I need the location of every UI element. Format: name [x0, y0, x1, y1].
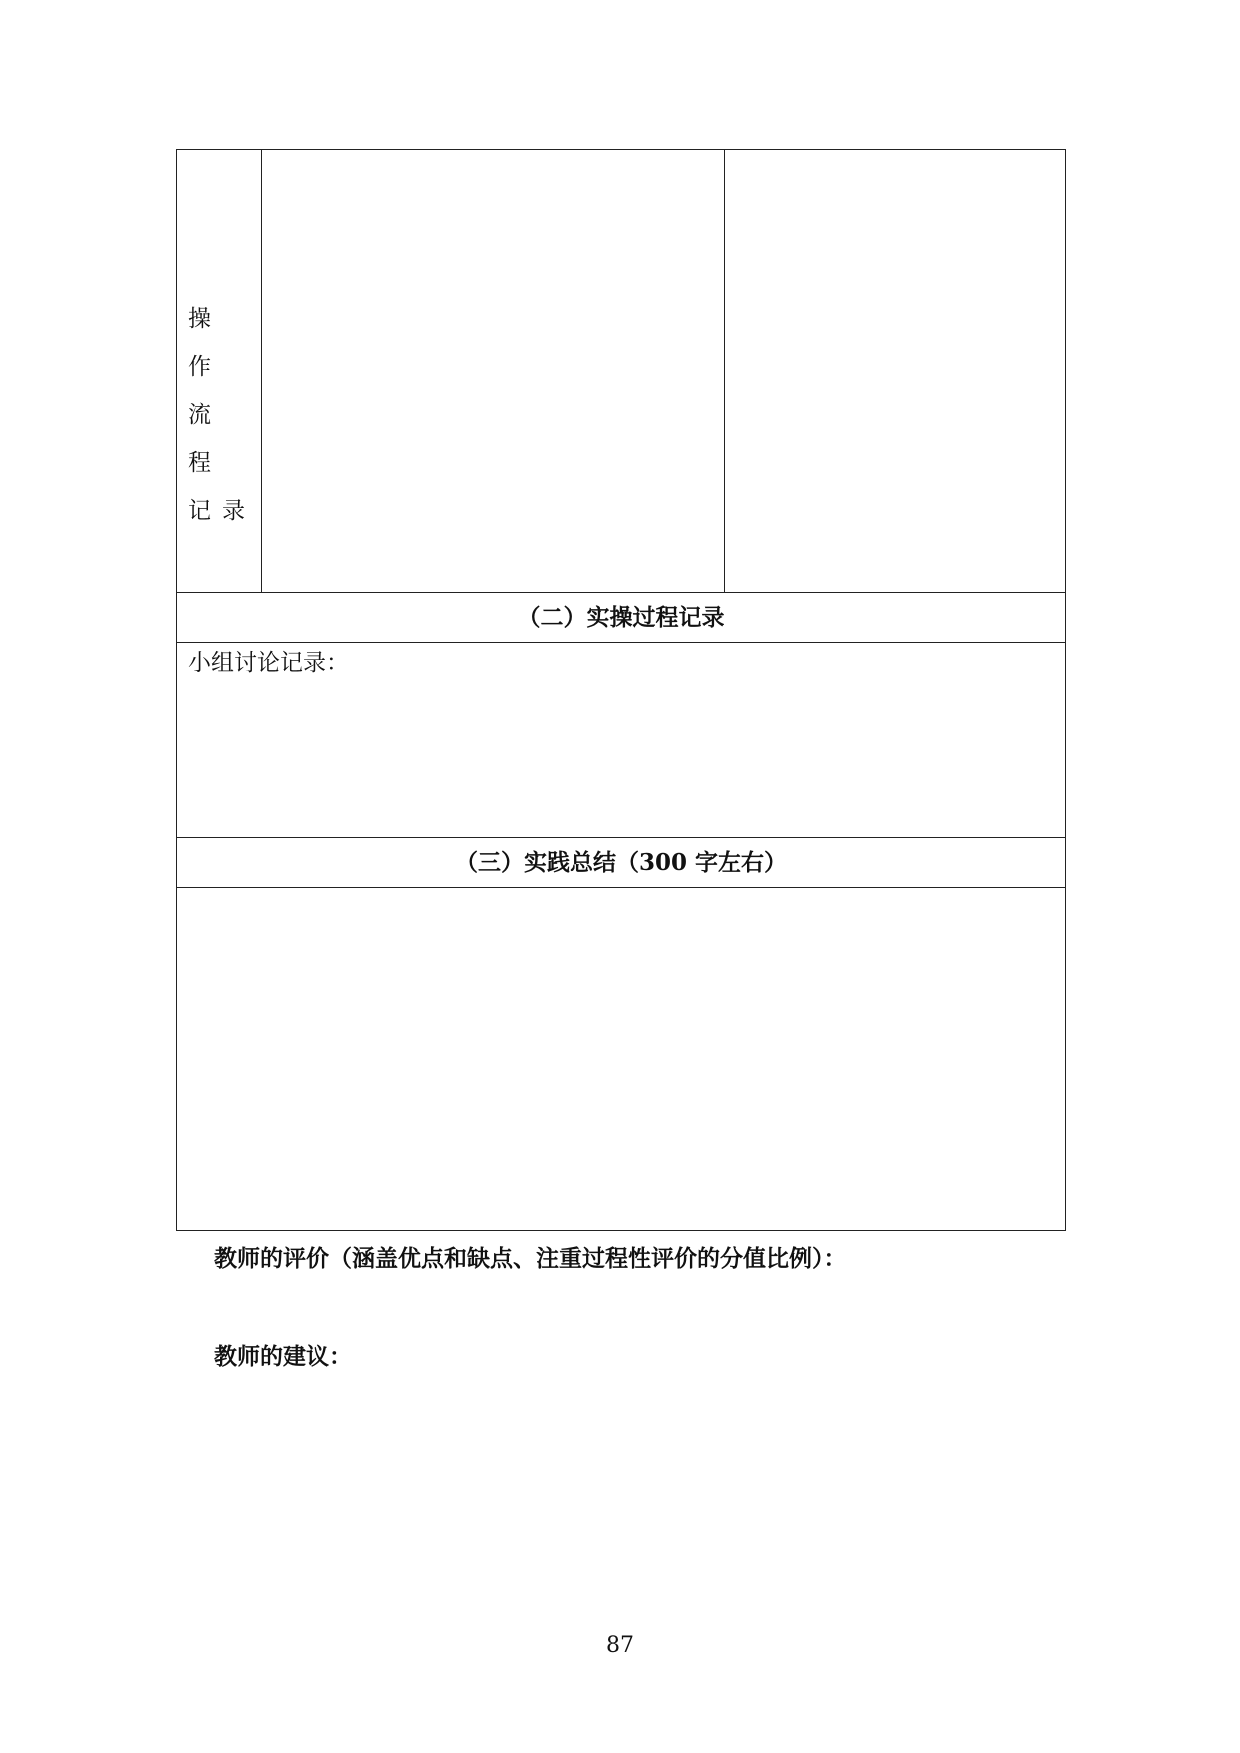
operation-row — [177, 150, 1066, 593]
section2-header-row — [177, 593, 1066, 643]
record-form-table — [176, 149, 1066, 1231]
operation-label-cell — [177, 150, 262, 593]
summary-row — [177, 888, 1066, 1231]
discussion-label: 小组讨论记录： — [188, 650, 349, 676]
section3-header: （三）实践总结（300 字左右） — [177, 838, 1066, 888]
discussion-cell[interactable] — [177, 643, 1066, 838]
discussion-row — [177, 643, 1066, 838]
section3-header-row — [177, 838, 1066, 888]
teacher-evaluation-label: 教师的评价（涵盖优点和缺点、注重过程性评价的分值比例）： — [214, 1245, 847, 1272]
section2-header: （二）实操过程记录 — [177, 593, 1066, 643]
teacher-suggestion-label: 教师的建议： — [214, 1343, 352, 1370]
operation-notes-cell[interactable] — [725, 150, 1066, 593]
operation-content-cell[interactable] — [262, 150, 725, 593]
page-number: 87 — [606, 1633, 634, 1658]
summary-cell[interactable] — [177, 888, 1066, 1231]
operation-label: 操 作 流 程 记录 — [188, 306, 256, 524]
